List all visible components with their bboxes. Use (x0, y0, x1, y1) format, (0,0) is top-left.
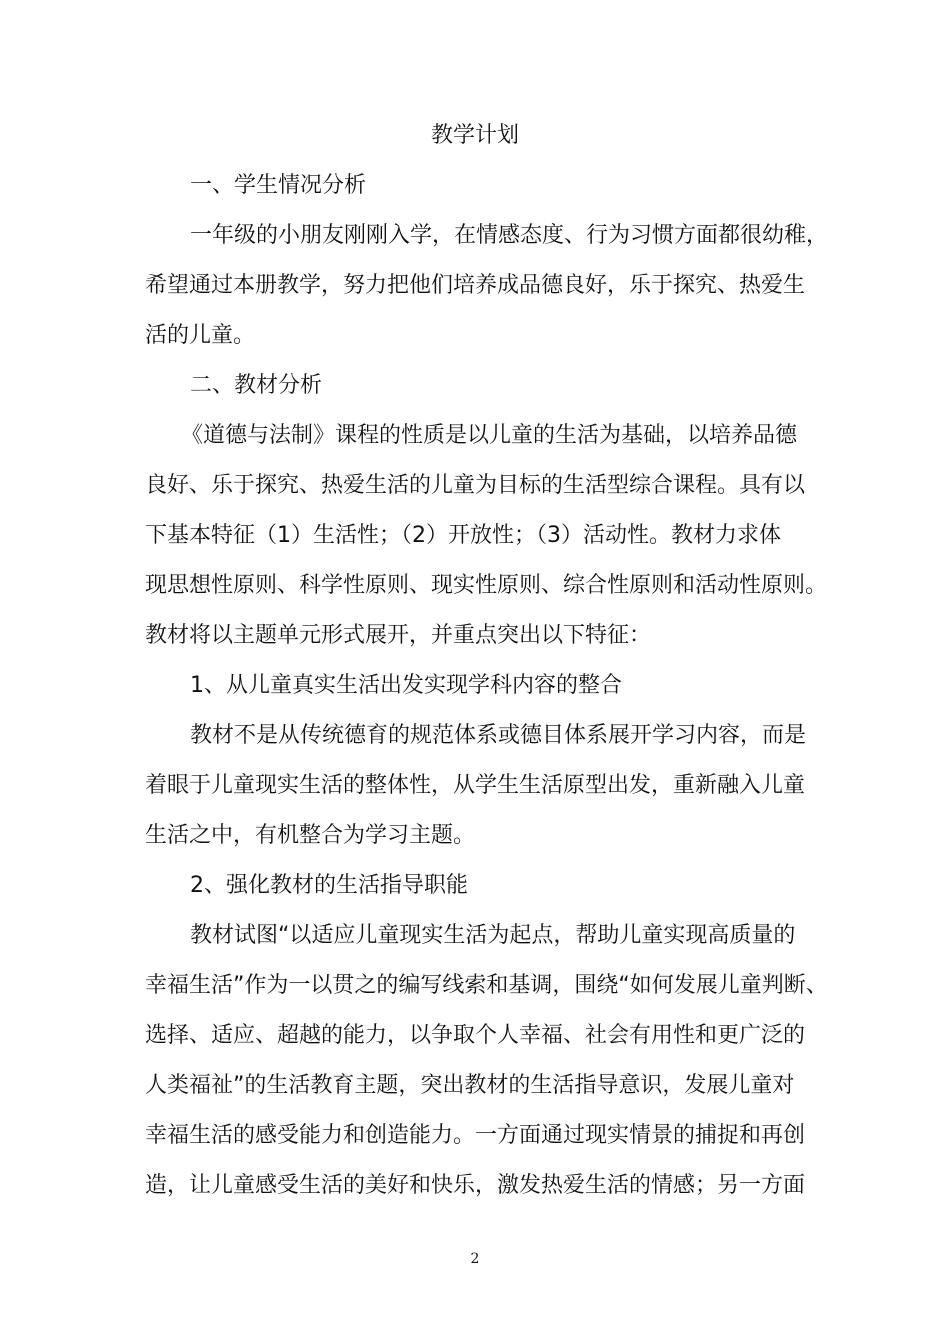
paragraph-line: 活的儿童。 (145, 323, 256, 348)
paragraph-line: 人类福祉”的生活教育主题，突出教材的生活指导意识，发展儿童对 (145, 1073, 795, 1098)
paragraph-line: 现思想性原则、科学性原则、现实性原则、综合性原则和活动性原则。 (145, 573, 828, 598)
paragraph-line: 造，让儿童感受生活的美好和快乐，激发热爱生活的情感；另一方面 (145, 1173, 806, 1198)
paragraph-line: 良好、乐于探究、热爱生活的儿童为目标的生活型综合课程。具有以 (145, 473, 806, 498)
paragraph-line: 教材试图“以适应儿童现实生活为起点，帮助儿童实现高质量的 (190, 923, 796, 948)
paragraph-line: 下基本特征（1）生活性；（2）开放性；（3）活动性。教材力求体 (145, 523, 781, 548)
paragraph-line: 教材将以主题单元形式展开，并重点突出以下特征： (145, 623, 652, 648)
paragraph-line: 幸福生活”作为一以贯之的编写线索和基调，围绕“如何发展儿童判断、 (145, 973, 828, 998)
subsection-heading: 1、从儿童真实生活出发实现学科内容的整合 (190, 673, 622, 698)
paragraph-line: 教材不是从传统德育的规范体系或德目体系展开学习内容，而是 (190, 723, 807, 748)
paragraph-line: 《道德与法制》课程的性质是以儿童的生活为基础，以培养品德 (181, 423, 798, 448)
paragraph-line: 一年级的小朋友刚刚入学，在情感态度、行为习惯方面都很幼稚， (190, 223, 829, 248)
paragraph-line: 希望通过本册教学，努力把他们培养成品德良好，乐于探究、热爱生 (145, 273, 806, 298)
paragraph-line: 生活之中，有机整合为学习主题。 (145, 823, 476, 848)
section-heading: 一、学生情况分析 (190, 173, 367, 198)
paragraph-line: 着眼于儿童现实生活的整体性，从学生生活原型出发，重新融入儿童 (145, 773, 806, 798)
document-title: 教学计划 (430, 123, 519, 148)
section-heading: 二、教材分析 (190, 373, 323, 398)
page-number: 2 (470, 1251, 480, 1267)
subsection-heading: 2、强化教材的生活指导职能 (190, 873, 468, 898)
paragraph-line: 幸福生活的感受能力和创造能力。一方面通过现实情景的捕捉和再创 (145, 1123, 806, 1148)
paragraph-line: 选择、适应、超越的能力，以争取个人幸福、社会有用性和更广泛的 (145, 1023, 806, 1048)
